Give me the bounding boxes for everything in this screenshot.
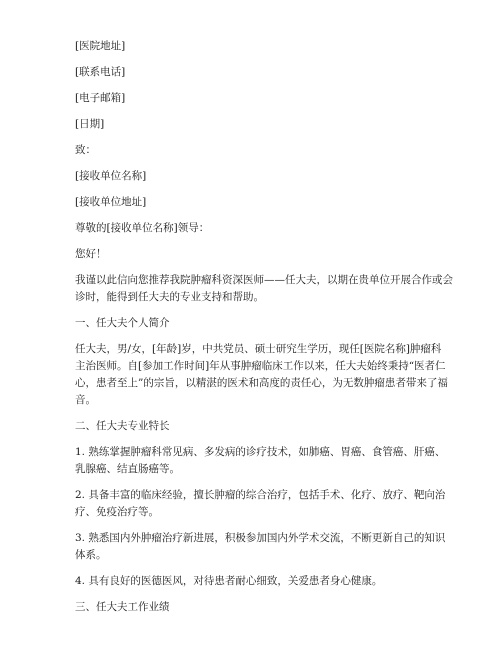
section-1-line: 心，患者至上”的宗旨，以精湛的医术和高度的责任心，为无数肿瘤患者带来了福 (75, 377, 448, 389)
specialty-item-1 (75, 444, 446, 478)
intro-line: 诊时，能得到任大夫的专业支持和帮助。 (75, 291, 264, 303)
section-1-line: 音。 (75, 394, 96, 406)
salutation: 尊敬的[接收单位名称]领导： (75, 222, 210, 234)
specialty-line: 乳腺癌、结直肠癌等。 (75, 463, 180, 475)
specialty-line: 疗、免疫治疗等。 (75, 506, 159, 518)
contact-phone: [联系电话] (75, 66, 126, 78)
specialty-item-3 (75, 530, 446, 564)
hospital-address: [医院地址] (75, 40, 126, 52)
section-1-line: 任大夫，男/女，[年龄]岁，中共党员、硕士研究生学历，现任[医院名称]肿瘤科 (75, 343, 442, 355)
section-1-paragraph (75, 341, 448, 409)
specialty-line: 4. 具有良好的医德医风，对待患者耐心细致，关爱患者身心健康。 (75, 575, 383, 587)
specialty-line: 体系。 (75, 549, 107, 561)
intro-line: 我谨以此信向您推荐我院肿瘤科资深医师——任大夫，以期在贵单位开展合作或会 (75, 274, 453, 286)
specialty-item-4 (75, 573, 437, 590)
specialty-line: 2. 具备丰富的临床经验，擅长肿瘤的综合治疗，包括手术、化疗、放疗、靶向治 (75, 489, 446, 501)
section-2-title: 二、任大夫专业特长 (75, 420, 170, 432)
section-1-title: 一、任大夫个人简介 (75, 317, 170, 329)
specialty-line: 3. 熟悉国内外肿瘤治疗新进展，积极参加国内外学术交流，不断更新自己的知识 (75, 532, 446, 544)
specialty-line: 1. 熟练掌握肿瘤科常见病、多发病的诊疗技术，如肺癌、胃癌、食管癌、肝癌、 (75, 446, 446, 458)
contact-email: [电子邮箱] (75, 92, 126, 104)
letter-date: [日期] (75, 118, 105, 130)
recipient-name: [接收单位名称] (75, 170, 147, 182)
recipient-address: [接收单位地址] (75, 196, 147, 208)
section-3-title: 三、任大夫工作业绩 (75, 601, 170, 613)
section-1-line: 主治医师。自[参加工作时间]年从事肿瘤临床工作以来，任大夫始终秉持“医者仁 (75, 360, 446, 372)
greeting: 您好！ (75, 248, 107, 260)
intro-paragraph (75, 272, 453, 306)
letter-page (75, 38, 453, 625)
to-label: 致： (75, 144, 96, 156)
specialty-item-2 (75, 487, 446, 521)
